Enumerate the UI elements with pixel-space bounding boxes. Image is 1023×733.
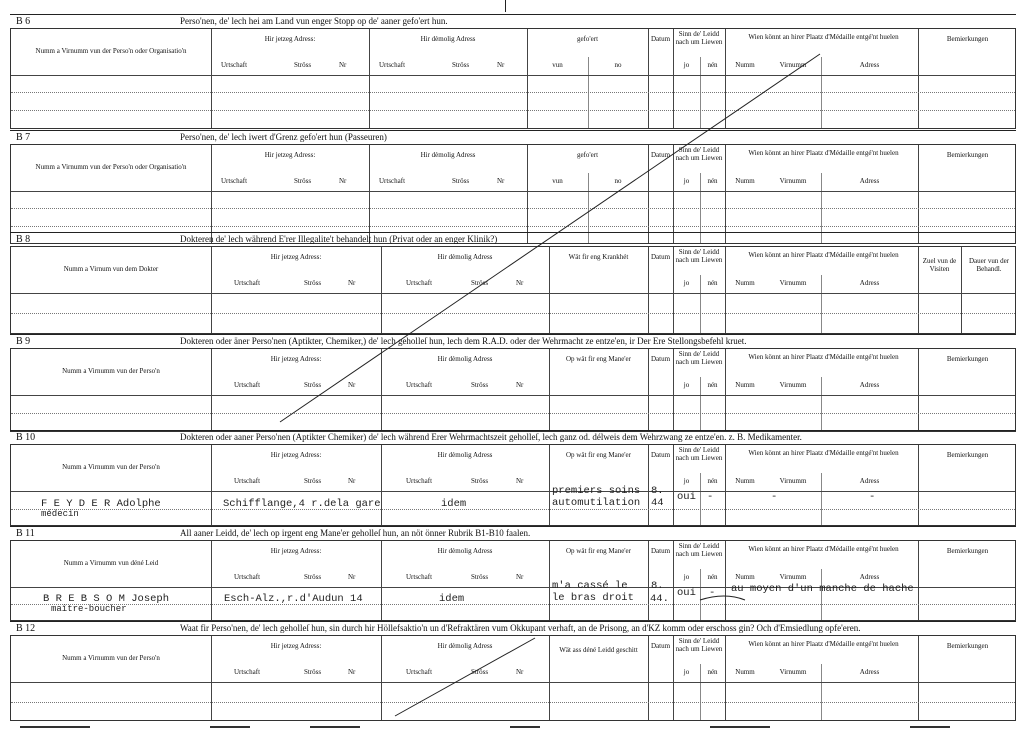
header-no: nén [707,279,718,287]
header-locality: Urtschaft [406,573,433,581]
header-locality: Urtschaft [234,668,261,676]
header-former-address: Hir dèmolig Adress [437,451,493,459]
header-life: Sinn de' Leidd nach um Liewen [675,30,723,46]
header-current-address: Hir jetzeg Adress: [270,642,322,650]
header-street: Ströss [471,279,489,287]
section-table [10,246,1016,334]
header-date: Datum [650,642,671,650]
entry-date-bottom: 44. [650,593,669,605]
header-street: Ströss [304,573,322,581]
entry-current-address: Schifflange,4 r.dela gare [223,498,381,510]
header-yes: jo [683,668,690,676]
header-current-address: Hir jetzeg Adress: [264,35,316,43]
section-title: Perso'nen, de' lech hei am Land vun enger Stopp op de' aaner gefo'ert hun. [180,16,448,26]
header-how: Op wät fir eng Mane'er [565,547,631,555]
header-street: Ströss [471,477,489,485]
header-harm: Wät ass déné Leidd geschitt [559,646,638,654]
header-escorted: gefo'ert [576,151,599,159]
header-nr: Nr [516,279,524,287]
header-date: Datum [650,355,671,363]
header-from: vun [552,61,563,69]
header-nr: Nr [497,61,505,69]
entry-profession: médecin [41,509,79,519]
header-locality: Urtschaft [234,477,261,485]
header-medal-name: Numm [735,279,755,287]
header-remarks: Bemierkungen [946,547,989,555]
header-street: Ströss [304,279,322,287]
header-medal: Wien könnt an hirer Plaatz d'Médaille entgé'nt huelen [748,640,899,648]
header-name: Numm a Virnumm vun der Perso'n oder Organisatio'n [35,47,187,55]
header-name: Numm a Virnumm vun der Perso'n [62,463,160,471]
header-medal-address: Adress [859,279,880,287]
section-header [10,526,1016,540]
header-medal-firstname: Virnumm [779,381,807,389]
section-b6 [10,14,1016,129]
section-b11 [10,526,1016,621]
page-bottom-edge [10,726,1016,730]
header-illness: Wät fir eng Krankhét [568,253,629,261]
header-nr: Nr [516,573,524,581]
header-date: Datum [650,547,671,555]
header-former-address: Hir dèmolig Adress [437,547,493,555]
section-header [10,621,1016,635]
header-locality: Urtschaft [234,279,261,287]
section-header [10,430,1016,444]
header-duration: Dauer vun der Behandl. [968,257,1010,273]
entry-help-line1: premiers soins [552,485,641,497]
entry-help-line2: automutilation [552,497,641,509]
section-b7 [10,130,1016,244]
header-how: Op wät fir eng Mane'er [565,355,631,363]
entry-no-dash: - [709,587,716,599]
entry-medal-dash: - [771,491,778,503]
header-street: Ströss [304,668,322,676]
header-medal: Wien könnt an hirer Plaatz d'Médaille entgé'nt huelen [748,251,899,259]
header-no: nén [707,61,718,69]
header-remarks: Bemierkungen [946,151,989,159]
header-medal-name: Numm [735,177,755,185]
header-locality: Urtschaft [221,177,248,185]
header-locality: Urtschaft [406,668,433,676]
header-name: Numm a Virnumm vun der Perso'n [62,367,160,375]
section-title: Waat fir Perso'nen, de' lech geholleſ hun, sin durch hir Höllefsaktio'n un d'Refraktären vum Okkupant verhaft, an de Prisong, an d'KZ komm oder erschoss gin? Och d'Emsiedlung opfe'eren. [180,623,861,633]
header-former-address: Hir dèmolig Adress [437,253,493,261]
header-current-address: Hir jetzeg Adress: [264,151,316,159]
header-locality: Urtschaft [406,477,433,485]
entry-date-top: 8. [651,580,664,592]
header-medal: Wien könnt an hirer Plaatz d'Médaille entgé'nt huelen [748,149,899,157]
header-street: Ströss [471,381,489,389]
section-header [10,232,1016,246]
header-current-address: Hir jetzeg Adress: [270,451,322,459]
header-date: Datum [650,151,671,159]
entry-alive: oui [677,491,696,503]
header-medal-address: Adress [859,177,880,185]
header-locality: Urtschaft [234,573,261,581]
header-visits: Zuel vun de Visiten [922,257,957,273]
header-medal: Wien könnt an hirer Plaatz d'Médaille entgé'nt huelen [748,353,899,361]
header-nr: Nr [497,177,505,185]
entry-date-bottom: 44 [651,497,664,509]
header-from: vun [552,177,563,185]
section-table [10,635,1016,721]
header-no: nén [707,177,718,185]
header-nr: Nr [516,668,524,676]
entry-former-address: idem [441,498,467,510]
header-street: Ströss [294,61,312,69]
header-nr: Nr [516,381,524,389]
section-table [10,444,1016,526]
header-former-address: Hir dèmolig Adress [437,642,493,650]
entry-name: F E Y D E R Adolphe [41,498,161,510]
section-code: B 10 [16,432,36,443]
header-street: Ströss [471,573,489,581]
entry-medal-dash: - [869,491,876,503]
header-remarks: Bemierkungen [946,35,989,43]
header-nr: Nr [516,477,524,485]
header-remarks: Bemierkungen [946,355,989,363]
header-nr: Nr [348,279,356,287]
section-code: B 8 [16,234,31,245]
header-medal-name: Numm [735,61,755,69]
header-locality: Urtschaft [406,279,433,287]
header-nr: Nr [339,61,347,69]
header-date: Datum [650,253,671,261]
section-title: Dokteren oder aaner Perso'nen (Aptikter Chemiker) de' lech während Erer Wehrmachtszeit geholleſ, lech ganz od. délweis dem Wehrzwang ze entze'en. z. B. Medikamenter. [180,432,802,442]
section-header [10,334,1016,348]
entry-name: B R E B S O M Joseph [43,593,170,605]
section-table [10,540,1016,621]
section-table [10,28,1016,129]
header-name: Numm a Virnum vun dem Dokter [63,265,159,273]
header-no: nén [707,573,718,581]
header-medal-address: Adress [859,61,880,69]
section-header [10,14,1016,28]
header-former-address: Hir dèmolig Adress [437,355,493,363]
header-yes: jo [683,61,690,69]
header-no: nén [707,381,718,389]
entry-alive: oui [677,587,696,599]
header-street: Ströss [304,381,322,389]
header-name: Numm a Virnumm vun der Perso'n oder Organisatio'n [35,163,187,171]
header-street: Ströss [452,61,470,69]
header-street: Ströss [304,477,322,485]
header-locality: Urtschaft [406,381,433,389]
header-former-address: Hir dèmolig Adress [420,35,476,43]
entry-current-address: Esch-Alz.,r.d'Audun 14 [224,593,363,605]
section-code: B 9 [16,336,31,347]
section-b12 [10,621,1016,721]
header-escorted: gefo'ert [576,35,599,43]
header-locality: Urtschaft [379,177,406,185]
header-name: Numm a Virnumm vun der Perso'n [62,654,160,662]
header-medal-firstname: Virnumm [779,573,807,581]
header-to: no [614,61,622,69]
entry-harm-line2: le bras droit [552,592,634,604]
section-code: B 11 [16,528,35,539]
header-nr: Nr [348,668,356,676]
header-medal-name: Numm [735,668,755,676]
entry-profession: maître-boucher [51,604,127,614]
header-medal: Wien könnt an hirer Plaatz d'Médaille entgé'nt huelen [748,545,899,553]
top-tick-mark [505,0,506,12]
section-title: All aaner Leidd, de' lech op irgent eng Mane'er geholleſ hun, an nöt önner Rubrik B1-B10 faalen. [180,528,531,538]
header-nr: Nr [348,477,356,485]
section-b9 [10,334,1016,432]
section-b10 [10,430,1016,526]
header-life: Sinn de' Leidd nach um Liewen [675,248,723,264]
header-current-address: Hir jetzeg Adress: [270,547,322,555]
header-life: Sinn de' Leidd nach um Liewen [675,446,723,462]
section-title: Perso'nen, de' lech iwert d'Grenz gefo'ert hun (Passeuren) [180,132,387,142]
header-medal-name: Numm [735,573,755,581]
header-medal-firstname: Virnumm [779,279,807,287]
header-medal-address: Adress [859,477,880,485]
header-date: Datum [650,451,671,459]
header-street: Ströss [452,177,470,185]
header-medal-name: Numm [735,477,755,485]
header-medal: Wien könnt an hirer Plaatz d'Médaille entgé'nt huelen [748,33,899,41]
section-title: Dokteren oder äner Perso'nen (Aptikter, Chemiker,) de' lech geholleſ hun, lech dem R.A.D. oder der Wehrmacht ze entze'en, ir Der Ere Stellongsbefehl kruet. [180,336,747,346]
section-code: B 6 [16,16,31,27]
section-title: Dokteren de' lech während E'rer Illegalite't behandelt hun (Privat oder an enger Klinik?) [180,234,498,244]
header-yes: jo [683,381,690,389]
header-street: Ströss [294,177,312,185]
header-life: Sinn de' Leidd nach um Liewen [675,146,723,162]
header-life: Sinn de' Leidd nach um Liewen [675,637,723,653]
entry-former-address: idem [439,593,465,605]
header-no: nén [707,668,718,676]
header-locality: Urtschaft [234,381,261,389]
header-nr: Nr [339,177,347,185]
header-medal-firstname: Virnumm [779,477,807,485]
header-life: Sinn de' Leidd nach um Liewen [675,350,723,366]
header-no: nén [707,477,718,485]
header-locality: Urtschaft [379,61,406,69]
entry-medal-note: au moyen d'un manche de hache [731,583,914,595]
section-table [10,348,1016,432]
header-medal: Wien könnt an hirer Plaatz d'Médaille entgé'nt huelen [748,449,899,457]
section-table [10,144,1016,244]
section-code: B 7 [16,132,31,143]
section-header [10,130,1016,144]
header-medal-address: Adress [859,573,880,581]
header-nr: Nr [348,573,356,581]
entry-date-top: 8. [651,485,664,497]
header-how: Op wät fir eng Mane'er [565,451,631,459]
header-medal-firstname: Virnumm [779,177,807,185]
header-medal-address: Adress [859,381,880,389]
entry-no-dash: - [707,491,714,503]
header-medal-name: Numm [735,381,755,389]
header-locality: Urtschaft [221,61,248,69]
section-b8 [10,232,1016,334]
header-current-address: Hir jetzeg Adress: [270,355,322,363]
header-remarks: Bemierkungen [946,451,989,459]
section-code: B 12 [16,623,36,634]
header-remarks: Bemierkungen [946,642,989,650]
header-life: Sinn de' Leidd nach um Liewen [675,542,723,558]
header-street: Ströss [471,668,489,676]
header-former-address: Hir dèmolig Adress [420,151,476,159]
header-medal-firstname: Virnumm [779,61,807,69]
header-to: no [614,177,622,185]
header-name: Numm a Virnumm vun déné Leid [63,559,159,567]
header-medal-firstname: Virnumm [779,668,807,676]
header-yes: jo [683,477,690,485]
header-nr: Nr [348,381,356,389]
header-yes: jo [683,177,690,185]
header-current-address: Hir jetzeg Adress: [270,253,322,261]
header-yes: jo [683,573,690,581]
header-medal-address: Adress [859,668,880,676]
header-date: Datum [650,35,671,43]
header-yes: jo [683,279,690,287]
entry-harm-line1: m'a cassé le [552,580,628,592]
